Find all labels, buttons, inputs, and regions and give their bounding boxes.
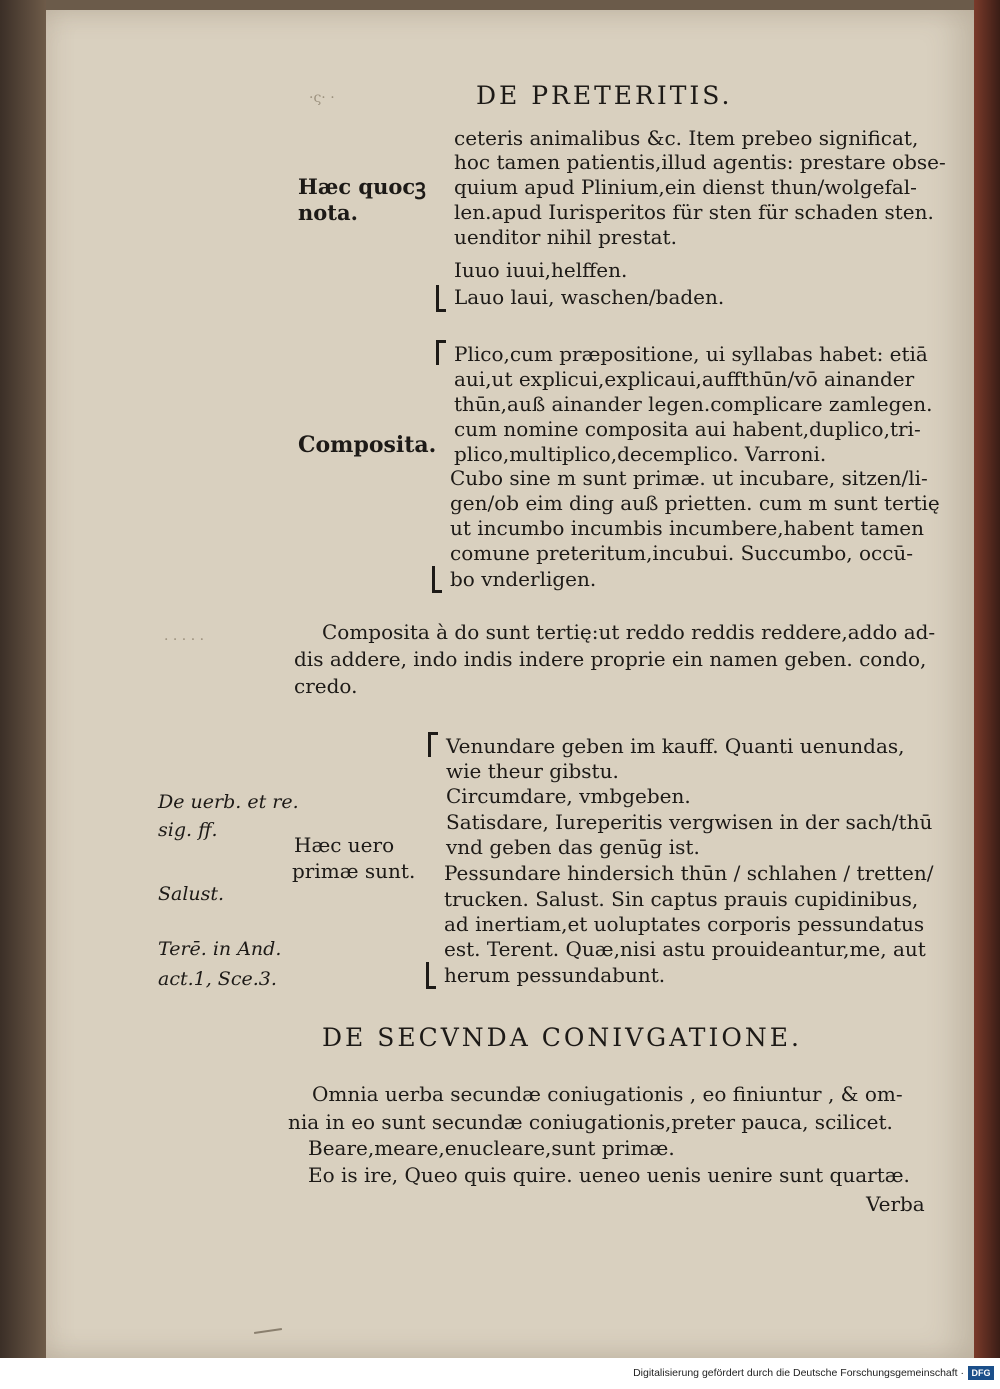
margin-note: sig. ff. bbox=[158, 819, 218, 841]
text-line: Venundare geben im kauff. Quanti uenundas, bbox=[446, 734, 905, 758]
text-line: Plico,cum præpositione, ui syllabas habet: etiā bbox=[454, 342, 928, 366]
margin-smudge: · · · · · bbox=[164, 632, 205, 648]
text-line: uenditor nihil prestat. bbox=[454, 225, 677, 249]
text-line: gen/ob eim ding auß prietten. cum m sunt tertię bbox=[450, 491, 940, 515]
side-label-composita: Composita. bbox=[298, 432, 437, 458]
scanned-page bbox=[46, 10, 974, 1358]
text-line: Iuuo iuui,helffen. bbox=[454, 258, 628, 282]
text-line: trucken. Salust. Sin captus prauis cupidinibus, bbox=[444, 887, 919, 911]
text-line: est. Terent. Quæ,nisi astu prouideantur,me, aut bbox=[444, 937, 926, 961]
text-line: Beare,meare,enucleare,sunt primæ. bbox=[308, 1136, 675, 1160]
text-line: Omnia uerba secundæ coniugationis , eo finiuntur , & om- bbox=[312, 1082, 903, 1106]
side-label-primae-sunt: primæ sunt. bbox=[292, 859, 416, 883]
text-line: wie theur gibstu. bbox=[446, 759, 619, 783]
text-line: comune preteritum,incubui. Succumbo, occū- bbox=[450, 541, 914, 565]
margin-note: act.1, Sce.3. bbox=[158, 968, 277, 990]
text-line: ceteris animalibus &c. Item prebeo significat, bbox=[454, 126, 919, 150]
text-line: credo. bbox=[294, 674, 358, 698]
bracket-top bbox=[428, 732, 438, 757]
margin-note: Terē. in And. bbox=[158, 938, 282, 960]
bracket-top bbox=[436, 340, 446, 365]
text-line: aui,ut explicui,explicaui,auffthūn/vō ainander bbox=[454, 367, 915, 391]
bracket-bottom bbox=[436, 285, 446, 312]
text-line: herum pessundabunt. bbox=[444, 963, 666, 987]
bracket-bottom bbox=[426, 962, 436, 989]
footer-bar bbox=[0, 1358, 1000, 1389]
page-mark bbox=[254, 1328, 282, 1334]
text-line: Composita à do sunt tertię:ut reddo reddis reddere,addo ad- bbox=[322, 620, 936, 644]
text-line: nia in eo sunt secundæ coniugationis,preter pauca, scilicet. bbox=[288, 1110, 893, 1134]
text-line: plico,multiplico,decemplico. Varroni. bbox=[454, 442, 827, 466]
catchword: Verba bbox=[866, 1192, 925, 1216]
footer-credit: Digitalisierung gefördert durch die Deutsche Forschungsgemeinschaft · bbox=[633, 1367, 964, 1379]
margin-note: Salust. bbox=[158, 883, 225, 905]
text-line: Eo is ire, Queo quis quire. ueneo uenis uenire sunt quartæ. bbox=[308, 1163, 910, 1187]
header-smudge-left: ·ς· · bbox=[309, 90, 335, 106]
book-spine bbox=[0, 0, 46, 1389]
text-line: ut incumbo incumbis incumbere,habent tamen bbox=[450, 516, 925, 540]
text-line: thūn,auß ainander legen.complicare zamlegen. bbox=[454, 392, 933, 416]
text-line: bo vnderligen. bbox=[450, 567, 597, 591]
text-line: Cubo sine m sunt primæ. ut incubare, sitzen/li- bbox=[450, 466, 928, 490]
text-line: Pessundare hindersich thūn / schlahen / tretten/ bbox=[444, 861, 934, 885]
bracket-bottom bbox=[432, 566, 442, 593]
text-line: Circumdare, vmbgeben. bbox=[446, 784, 691, 808]
page-header: DE PRETERITIS. bbox=[476, 81, 733, 110]
margin-note: De uerb. et re. bbox=[158, 791, 299, 813]
text-line: len.apud Iurisperitos für sten für schaden sten. bbox=[454, 200, 934, 224]
text-line: cum nomine composita aui habent,duplico,tri- bbox=[454, 417, 921, 441]
text-line: dis addere, indo indis indere proprie ein namen geben. condo, bbox=[294, 647, 927, 671]
section-title: DE SECVNDA CONIVGATIONE. bbox=[322, 1023, 802, 1052]
dfg-logo: DFG bbox=[968, 1366, 994, 1380]
side-label-haec-uero: Hæc uero bbox=[294, 833, 395, 857]
book-edge bbox=[974, 0, 1000, 1360]
side-label-nota: nota. bbox=[298, 200, 358, 225]
text-line: quium apud Plinium,ein dienst thun/wolgefal- bbox=[454, 175, 917, 199]
text-line: vnd geben das genūg ist. bbox=[446, 835, 700, 859]
side-label-haec-quoque: Hæc quocꝫ bbox=[298, 174, 426, 199]
text-line: ad inertiam,et uoluptates corporis pessundatus bbox=[444, 912, 925, 936]
text-line: Lauo laui, waschen/baden. bbox=[454, 285, 725, 309]
text-line: Satisdare, Iureperitis vergwisen in der sach/thū bbox=[446, 810, 933, 834]
text-line: hoc tamen patientis,illud agentis: prestare obse- bbox=[454, 150, 946, 174]
